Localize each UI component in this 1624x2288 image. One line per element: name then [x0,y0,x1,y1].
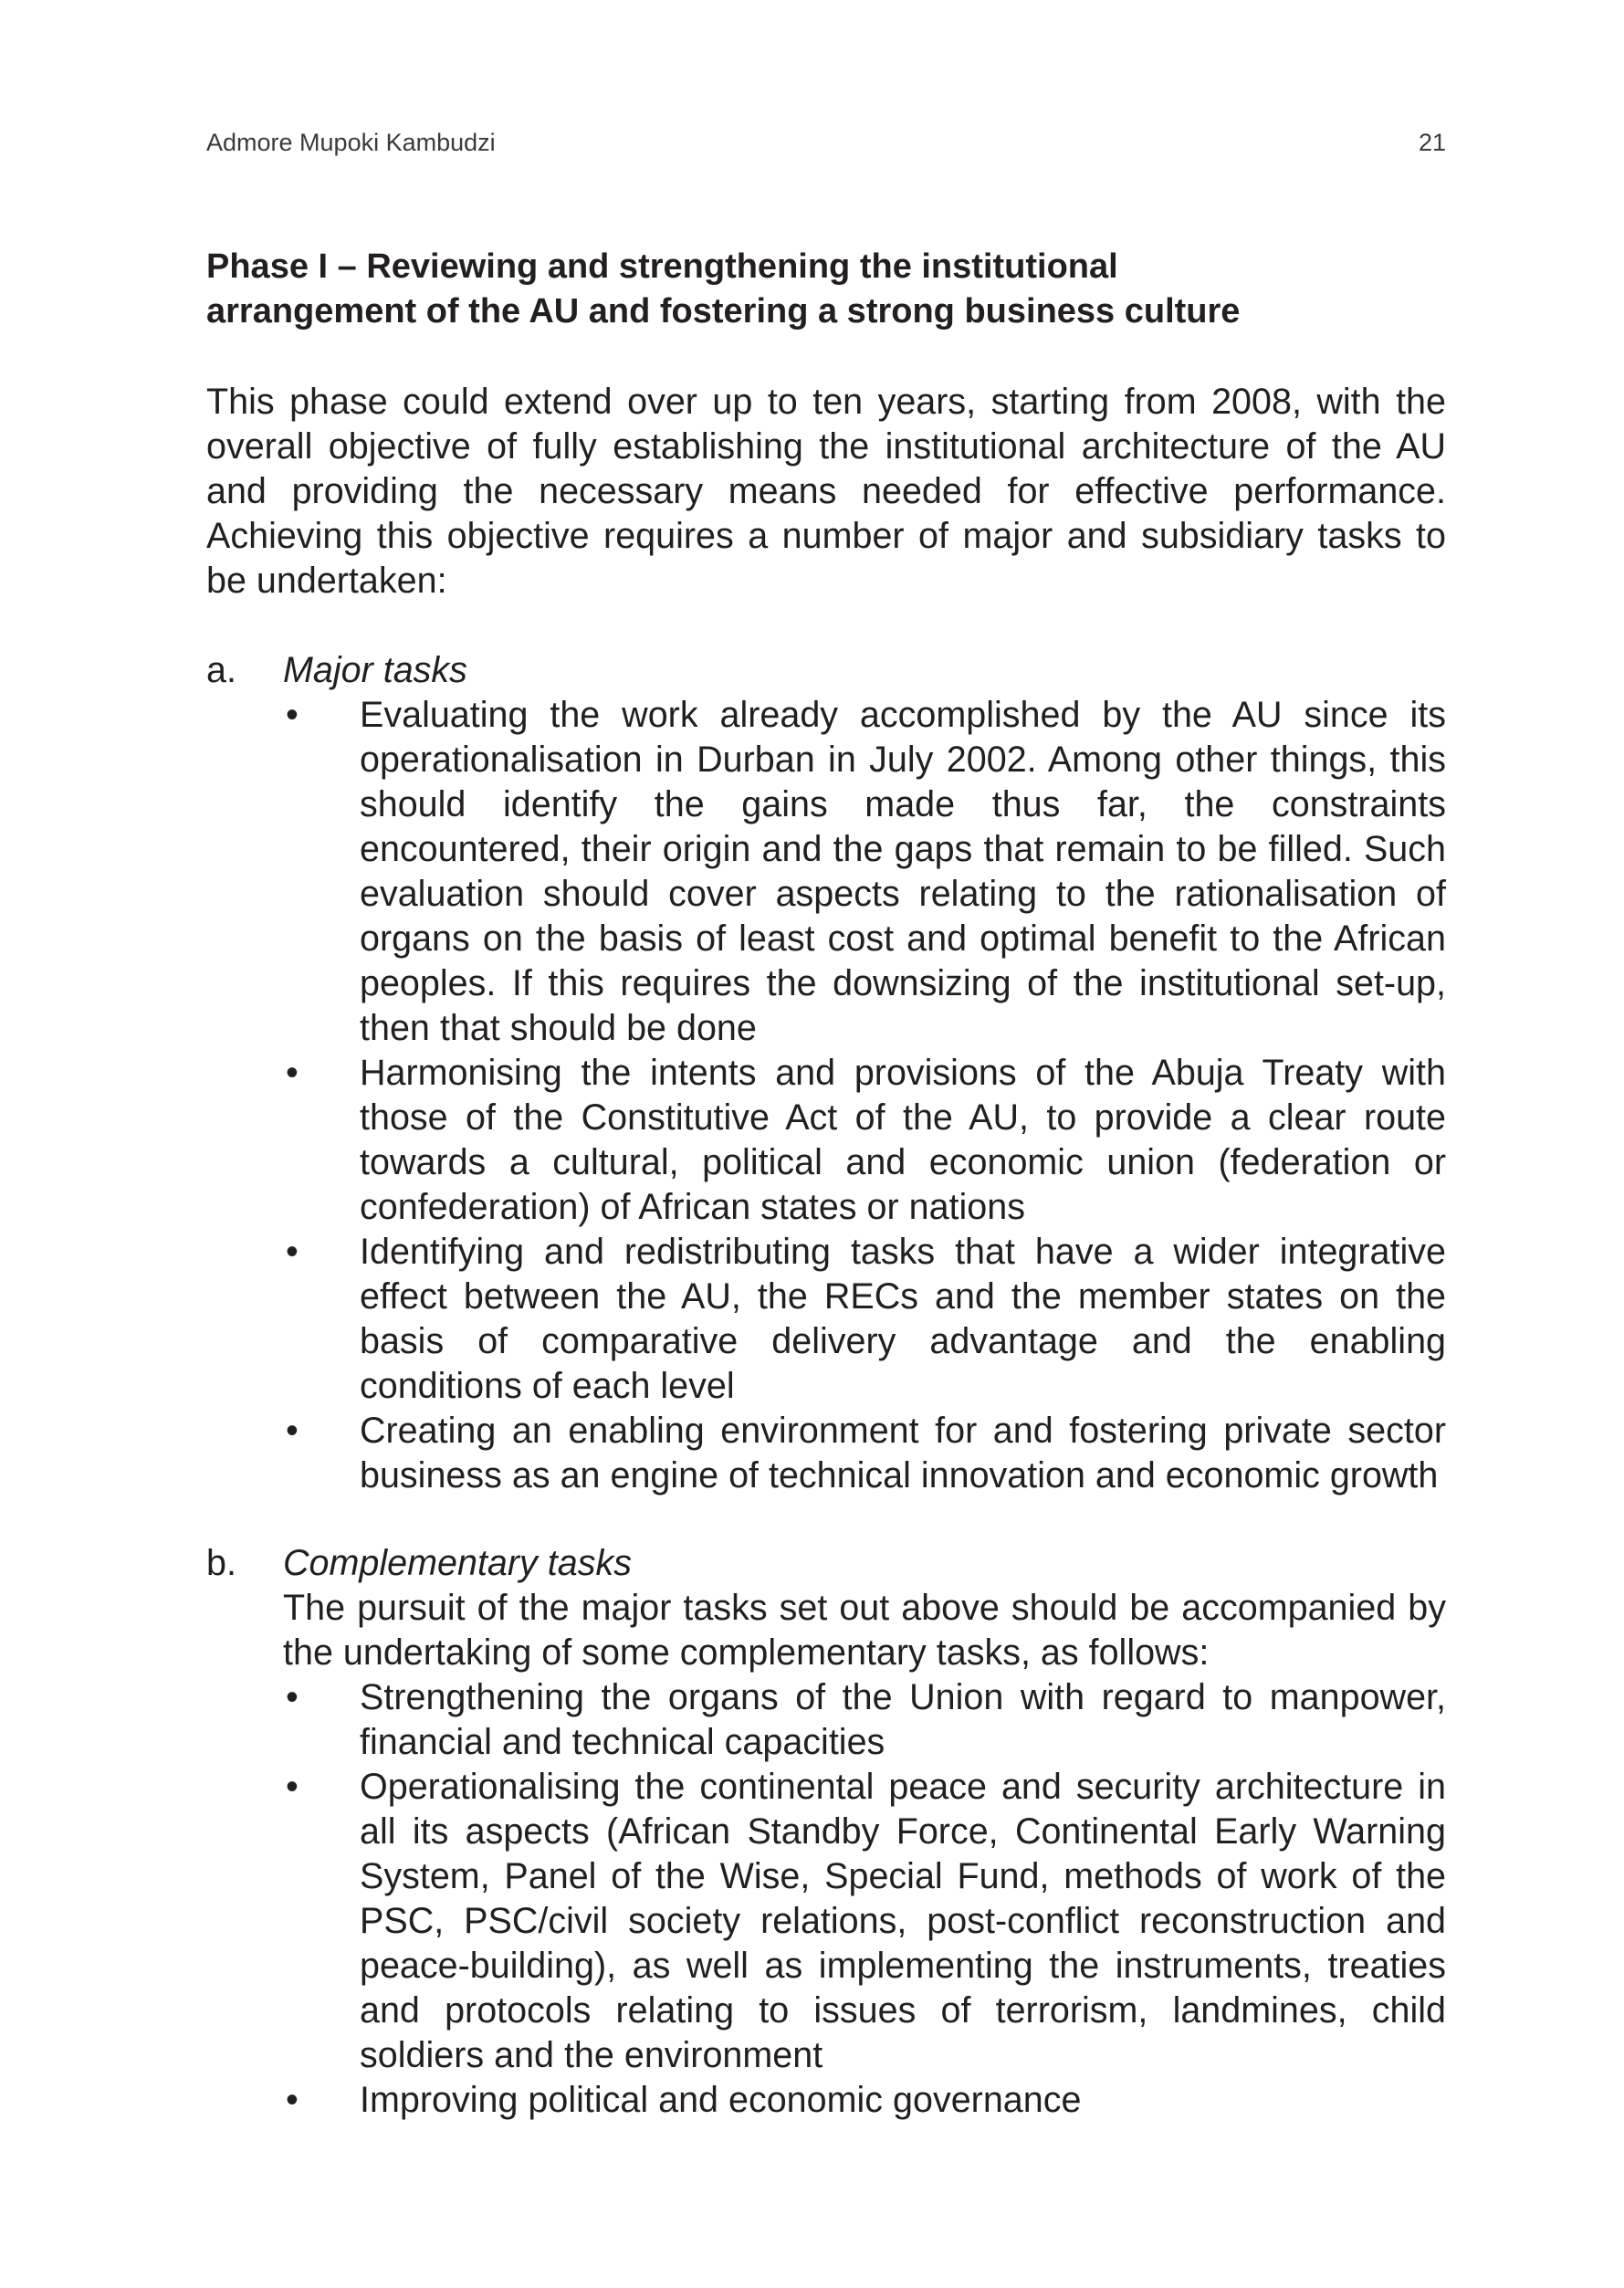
section-heading [206,245,1446,334]
list-item [206,1051,1446,1230]
bullet-list [206,1675,1446,2123]
list-item [206,1230,1446,1409]
list-item-text: Improving political and economic governance [360,2080,1082,2120]
section-complementary-tasks [206,1541,1446,2123]
section-title-row [206,648,1446,693]
list-item-text: Harmonising the intents and provisions of the Abuja Treaty with those of the Constitutive Act of the AU, to provide a clear route towards a cultural, political and economic union (federation or confederation) of African states or nations [360,1053,1446,1227]
section-heading-line-2: arrangement of the AU and fostering a strong business culture [206,292,1241,331]
list-item-text: Operationalising the continental peace and security architecture in all its aspects (African Standby Force, Continental Early Warning System, Panel of the Wise, Special Fund, methods of work of the PSC, PSC/civil society relations, post-conflict reconstruction and peace-building), as well as implementing the instruments, treaties and protocols relating to issues of terrorism, landmines, child soldiers and the environment [360,1767,1446,2075]
section-title: Complementary tasks [283,1543,632,1583]
list-item [206,1765,1446,2078]
section-letter: a. [206,650,236,690]
bullet-icon: • [286,1232,299,1272]
list-item-text: Creating an enabling environment for and fostering private sector business as an engine of technical innovation and economic growth [360,1411,1446,1496]
bullet-icon: • [286,1411,299,1451]
bullet-icon: • [286,2080,299,2120]
list-item-text: Identifying and redistributing tasks that have a wider integrative effect between the AU, the RECs and the member states on the basis of comparative delivery advantage and the enabling conditions of each level [360,1232,1446,1406]
list-item [206,693,1446,1051]
list-item-text: Evaluating the work already accomplished by the AU since its operationalisation in Durban in July 2002. Among other things, this should identify the gains made thus far, the constraints encountered, their origin and the gaps that remain to be filled. Such evaluation should cover aspects relating to the rationalisation of organs on the basis of least cost and optimal benefit to the African peoples. If this requires the downsizing of the institutional set-up, then that should be done [360,695,1446,1048]
document-page [206,0,1446,2288]
list-item [206,1409,1446,1498]
section-title-row [206,1541,1446,1586]
bullet-icon: • [286,1677,299,1717]
section-title: Major tasks [283,650,467,690]
section-intro-paragraph: The pursuit of the major tasks set out above should be accompanied by the undertaking of some complementary tasks, as follows: [283,1588,1446,1673]
bullet-icon: • [286,1767,299,1807]
running-head-author: Admore Mupoki Kambudzi [206,129,496,156]
list-item [206,2078,1446,2123]
bullet-icon: • [286,1053,299,1093]
page-number: 21 [1418,129,1446,156]
bullet-icon: • [286,695,299,735]
bullet-list [206,693,1446,1498]
section-letter: b. [206,1543,236,1583]
intro-paragraph: This phase could extend over up to ten years, starting from 2008, with the overall objective of fully establishing the institutional architecture of the AU and providing the necessary means needed for effective performance. Achieving this objective requires a number of major and subsidiary tasks to be undertaken: [206,382,1446,601]
section-major-tasks [206,648,1446,1498]
list-item [206,1675,1446,1765]
section-heading-line-1: Phase I – Reviewing and strengthening the institutional [206,247,1118,286]
list-item-text: Strengthening the organs of the Union with regard to manpower, financial and technical capacities [360,1677,1446,1762]
